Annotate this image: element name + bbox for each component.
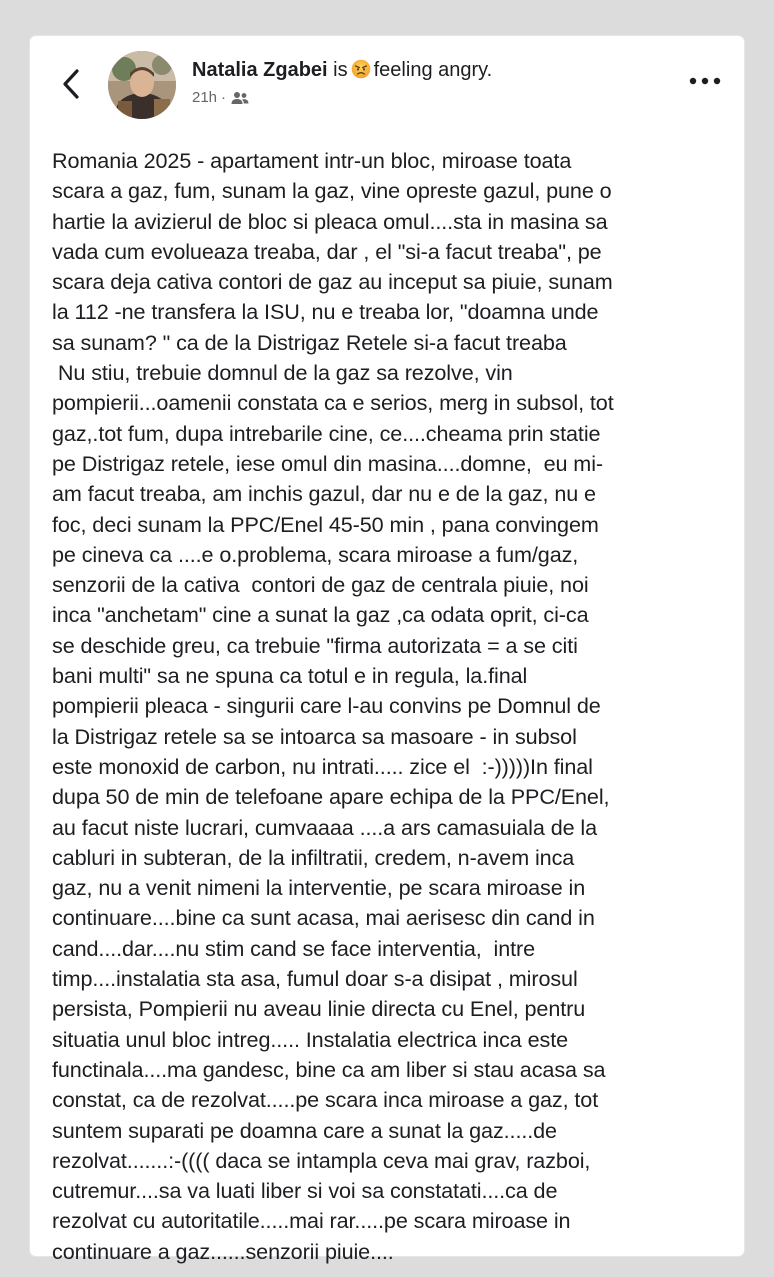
- post-text-line: am facut treaba, am inchis gazul, dar nu e de la gaz, nu e: [52, 481, 596, 507]
- post-text-line: gaz, nu a venit nimeni la interventie, pe scara miroase in: [52, 875, 586, 901]
- post-text-line: se deschide greu, ca trebuie "firma autorizata = a se citi: [52, 632, 578, 658]
- post-text-line: Nu stiu, trebuie domnul de la gaz sa rezolve, vin: [52, 360, 513, 386]
- post-text-line: continuare a gaz......senzorii piuie....: [52, 1238, 394, 1264]
- post-timestamp[interactable]: 21h: [192, 89, 218, 106]
- meta-separator: ·: [221, 89, 227, 106]
- post-text-line: functinala....ma gandesc, bine ca am liber si stau acasa sa: [52, 1056, 606, 1082]
- post-text-line: foc, deci sunam la PPC/Enel 45-50 min , pana convingem: [52, 511, 599, 537]
- post-text-line: situatia unul bloc intreg..... Instalatia electrica inca este: [52, 1026, 569, 1052]
- post-text-line: hartie la avizierul de bloc si pleaca omul....sta in masina sa: [52, 208, 608, 234]
- post-text-line: continuare....bine ca sunt acasa, mai aerisesc din cand in: [52, 905, 595, 931]
- post-text-line: pompierii pleaca - singurii care l-au convins pe Domnul de: [52, 693, 601, 719]
- post-text-line: la 112 -ne transfera la ISU, nu e treaba lor, "doamna unde: [52, 299, 599, 325]
- post-text-line: cutremur....sa va luati liber si voi sa constatati....ca de: [52, 1178, 558, 1204]
- post-text-line: pe cineva ca ....e o.problema, scara miroase a fum/gaz,: [52, 541, 579, 567]
- post-text-line: scara deja cativa contori de gaz au inceput sa piuie, sunam: [52, 269, 613, 295]
- post-text-line: suntem suparati pe doamna care a sunat la gaz.....de: [52, 1117, 557, 1143]
- post-text-line: sa sunam? " ca de la Distrigaz Retele si-a facut treaba: [52, 329, 567, 355]
- post-text-line: constat, ca de rezolvat.....pe scara inca miroase a gaz, tot: [52, 1087, 599, 1113]
- post-text-line: bani multi" sa ne spuna ca totul e in regula, la.final: [52, 663, 528, 689]
- post-card: [30, 36, 744, 1264]
- angry-face-icon: [351, 59, 371, 79]
- post-text-line: este monoxid de carbon, nu intrati..... zice el :-)))))In final: [52, 753, 593, 779]
- author-name[interactable]: Natalia Zgabei: [192, 59, 328, 81]
- post-text: [52, 146, 732, 1267]
- more-options-button[interactable]: [680, 66, 730, 96]
- author-line: [192, 58, 492, 82]
- avatar-photo: [108, 51, 176, 119]
- post-text-line: dupa 50 de min de telefoane apare echipa de la PPC/Enel,: [52, 784, 610, 810]
- post-text-line: rezolvat.......:-(((( daca se intampla ceva mai grav, razboi,: [52, 1147, 591, 1173]
- avatar[interactable]: [108, 51, 176, 119]
- feeling-prefix: is: [333, 59, 348, 81]
- post-text-line: pe Distrigaz retele, iese omul din masina....domne, eu mi-: [52, 450, 603, 476]
- friends-icon[interactable]: [230, 90, 250, 106]
- post-text-line: pompierii...oamenii constata ca e serios, merg in subsol, tot: [52, 390, 614, 416]
- post-text-line: scara a gaz, fum, sunam la gaz, vine opreste gazul, pune o: [52, 178, 612, 204]
- post-text-line: inca "anchetam" cine a sunat la gaz ,ca odata oprit, ci-ca: [52, 602, 589, 628]
- post-text-line: timp....instalatia sta asa, fumul doar s-a disipat , mirosul: [52, 966, 578, 992]
- post-header: [30, 36, 744, 132]
- post-text-line: cand....dar....nu stim cand se face interventia, intre: [52, 935, 536, 961]
- feeling-text: feeling angry.: [373, 59, 493, 81]
- post-text-line: rezolvat cu autoritatile.....mai rar.....pe scara miroase in: [52, 1208, 571, 1234]
- post-text-line: gaz,.tot fum, dupa intrebarile cine, ce....cheama prin statie: [52, 420, 601, 446]
- back-button[interactable]: [54, 64, 88, 104]
- post-text-line: vada cum evolueaza treaba, dar , el "si-a facut treaba", pe: [52, 238, 602, 264]
- post-text-line: persista, Pompierii nu aveau linie directa cu Enel, pentru: [52, 996, 586, 1022]
- post-text-line: cabluri in subteran, de la infiltratii, credem, n-avem inca: [52, 844, 575, 870]
- chevron-left-icon: [62, 68, 80, 100]
- post-text-line: au facut niste lucrari, cumvaaaa ....a ars camasuiala de la: [52, 814, 598, 840]
- post-meta: [192, 88, 250, 108]
- post-text-line: Romania 2025 - apartament intr-un bloc, miroase toata: [52, 148, 572, 173]
- post-text-line: senzorii de la cativa contori de gaz de centrala piuie, noi: [52, 572, 589, 598]
- more-horizontal-icon: [688, 77, 722, 85]
- post-text-line: la Distrigaz retele sa se intoarca sa masoare - in subsol: [52, 723, 577, 749]
